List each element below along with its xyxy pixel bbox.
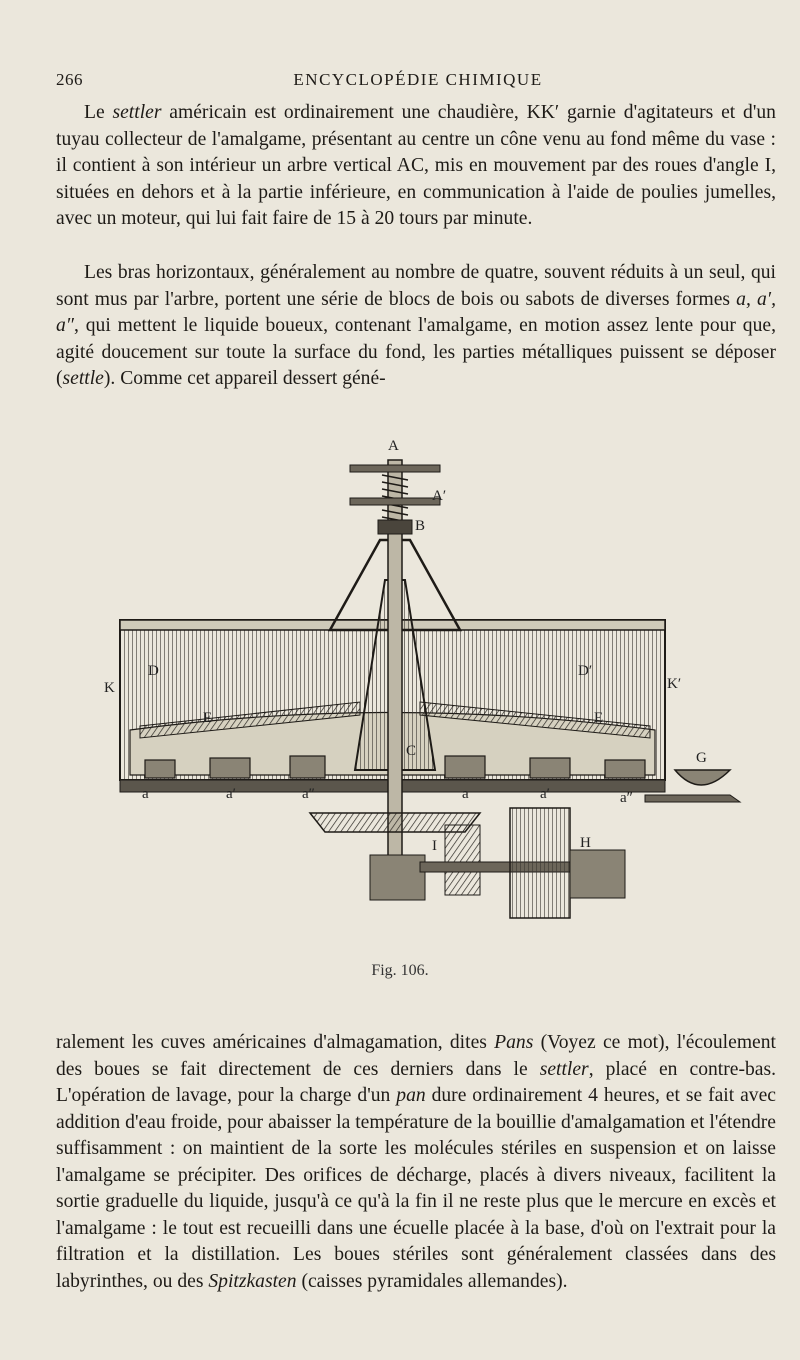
label-D: D — [148, 663, 159, 679]
label-a-2: a — [462, 786, 469, 802]
paragraph-3: ralement les cuves américaines d'almagamation, dites Pans (Voyez ce mot), l'écoulement des boues se fait directement de ces derniers dans le settler, placé en contre-bas. L'opération de lavage, pour la charge d'un pan dure ordinairement 4 heures, et se fait avec addition d'eau froide, pour abaisser la température de la bouillie d'amalgamation et l'étendre suffisamment : on maintient de la sorte les molécules stériles en suspension et on laisse l'amalgame se précipiter. Des orifices de décharge, placés à divers niveaux, facilitent la sortie graduelle du liquide, jusqu'à ce qu'à la fin il ne reste plus que le mercure en excès et l'amalgame : le tout est recueilli dans une écuelle placée à la base, d'où on l'extrait pour la filtration et la distillation. Les boues stériles sont généralement classées dans des labyrinthes, ou des Spitzkasten (caisses pyramidales allemandes). — [56, 1032, 776, 1292]
label-a-double-prime-2: a″ — [620, 790, 633, 806]
label-I: I — [432, 838, 437, 854]
discharge-bowl — [675, 770, 730, 785]
label-a-prime-2: a′ — [540, 786, 550, 802]
label-A: A — [388, 438, 399, 454]
label-K-prime: K′ — [667, 676, 682, 692]
label-E-left: E — [203, 710, 213, 726]
label-K: K — [104, 680, 115, 696]
figure-caption: Fig. 106. — [371, 962, 429, 979]
label-a-prime-1: a′ — [226, 786, 236, 802]
label-C: C — [406, 743, 417, 759]
label-H: H — [580, 835, 591, 851]
settler-engraving-figure — [60, 430, 760, 960]
label-E-right: E — [594, 710, 604, 726]
label-G: G — [696, 750, 707, 766]
bearing-block — [370, 855, 425, 900]
second-crossbar — [350, 498, 440, 505]
page-header — [56, 70, 780, 94]
pulley-h — [510, 808, 570, 918]
label-D-prime: D′ — [578, 663, 593, 679]
page-number: 266 — [56, 70, 83, 89]
gear-block-i — [445, 825, 480, 895]
label-A-prime: A′ — [432, 488, 447, 504]
paragraph-2: Les bras horizontaux, généralement au nombre de quatre, souvent réduits à un seul, qui sont mus par l'arbre, portent une série de blocs de bois ou sabots de diverses formes a, a′, a″, qui mettent le liquide boueux, contenant l'amalgame, en motion assez lente pour que, agité doucement sur toute la surface du fond, les parties métalliques puissent se déposer (settle). Comme cet appareil dessert géné- — [56, 262, 776, 389]
label-B: B — [415, 518, 426, 534]
running-head: ENCYCLOPÉDIE CHIMIQUE — [293, 70, 543, 89]
settler-illustration — [60, 430, 760, 960]
top-crossbar — [350, 465, 440, 472]
discharge-pipe — [645, 795, 740, 802]
label-a-1: a — [142, 786, 149, 802]
paragraph-1: Le settler américain est ordinairement une chaudière, KK′ garnie d'agitateurs et d'un tuyau collecteur de l'amalgame, présentant au centre un cône venu au fond même du vase : il contient à son intérieur un arbre vertical AC, mis en mouvement par des roues d'angle I, situées en dehors et à la partie inférieure, en communication à l'aide de poulies jumelles, avec un moteur, qui lui fait faire de 15 à 20 tours par minute. — [56, 102, 776, 229]
label-a-double-prime-1: a″ — [302, 786, 315, 802]
